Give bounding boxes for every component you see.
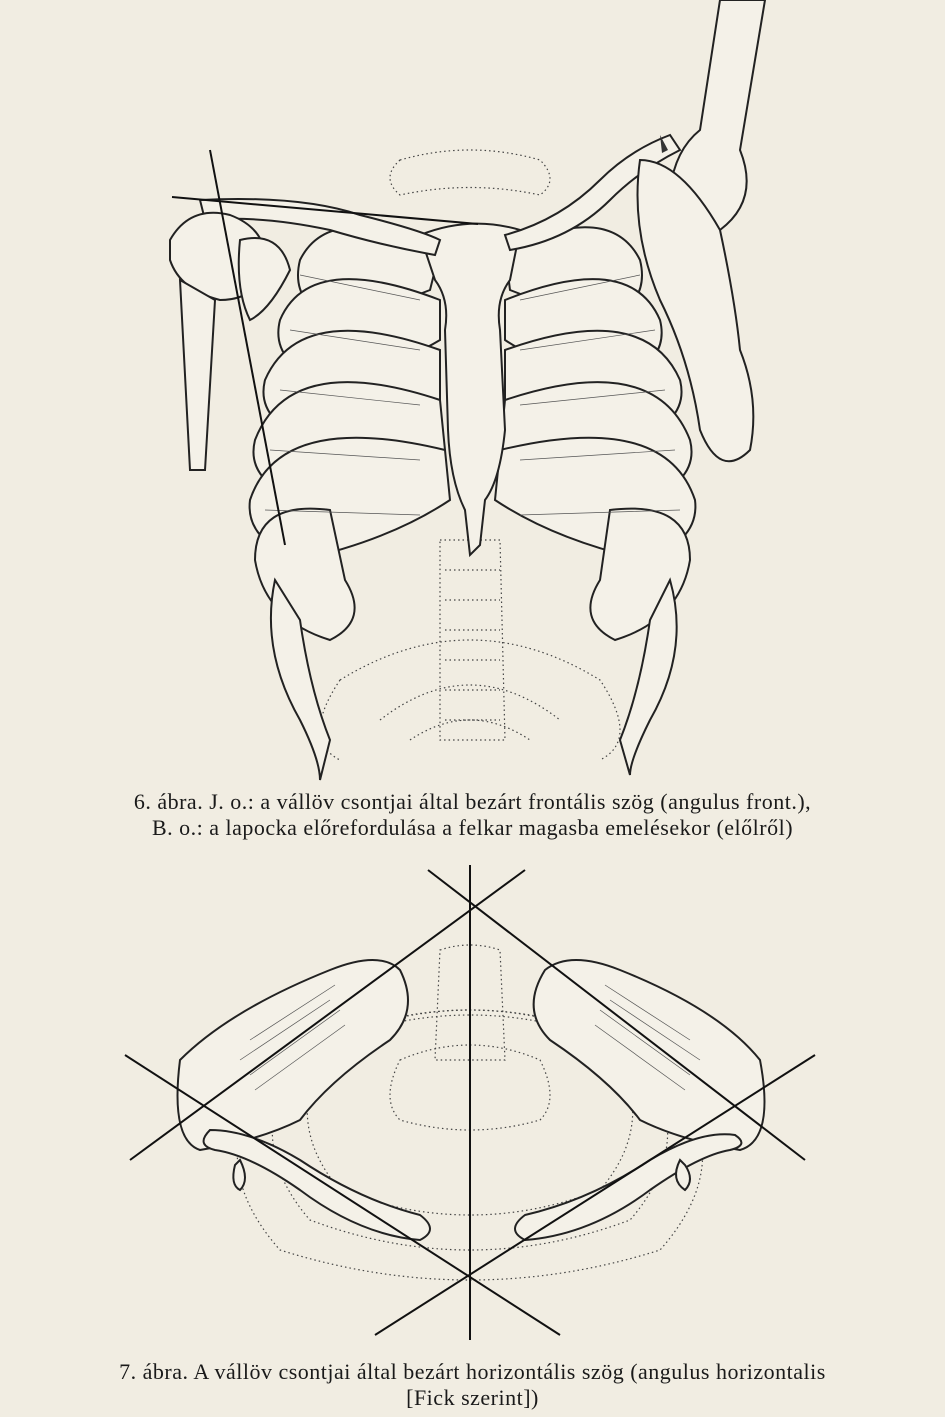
left-scapula <box>178 960 431 1240</box>
left-axis-line <box>125 1055 560 1335</box>
shoulder-girdle-drawing <box>0 860 945 1350</box>
figure-6-caption-line1: 6. ábra. J. o.: a vállöv csontjai által bezárt frontális szög (angulus front.), <box>133 789 812 814</box>
figure-7-caption-line1: 7. ábra. A vállöv csontjai által bezárt horizontális szög (angulus horizontalis <box>119 1359 826 1384</box>
figure-7-caption <box>0 1359 945 1411</box>
ribs-left <box>250 227 450 780</box>
right-scapula-plane-line <box>428 870 805 1160</box>
figure-6-caption-line2: B. o.: a lapocka előrefordulása a felkar magasba emelésekor (előlről) <box>151 815 794 840</box>
right-axis-line <box>375 1055 815 1335</box>
figure-7-caption-line2: [Fick szerint]) <box>406 1385 539 1410</box>
figure-6-caption <box>0 789 945 841</box>
left-scapula-plane-line <box>130 870 525 1160</box>
figure-7-shoulder-girdle-top-view <box>0 860 945 1350</box>
